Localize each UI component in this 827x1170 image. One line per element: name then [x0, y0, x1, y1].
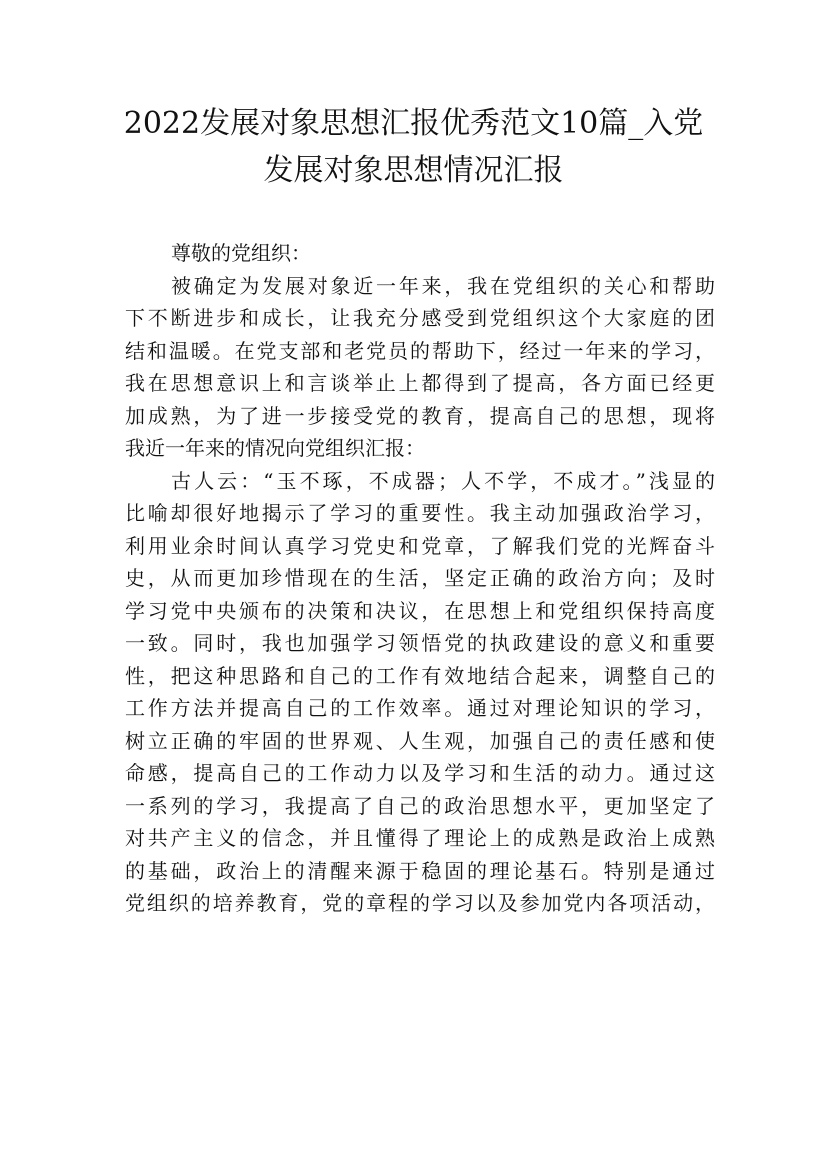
- paragraph-line: 下不断进步和成长，让我充分感受到党组织这个大家庭的团: [125, 306, 715, 330]
- document-body: [125, 237, 715, 920]
- paragraph-line: 党组织的培养教育，党的章程的学习以及参加党内各项活动，: [125, 891, 715, 915]
- paragraph-line: 我在思想意识上和言谈举止上都得到了提高，各方面已经更: [125, 371, 715, 395]
- document-title: [100, 100, 727, 194]
- paragraph-line: 我近一年来的情况向党组织汇报：: [125, 436, 425, 460]
- paragraph-line: 命感，提高自己的工作动力以及学习和生活的动力。通过这: [125, 761, 715, 785]
- paragraph-line: 加成熟，为了进一步接受党的教育，提高自己的思想，现将: [125, 403, 715, 428]
- paragraph-line: 结和温暖。在党支部和老党员的帮助下，经过一年来的学习，: [125, 338, 715, 363]
- paragraph-line: 的基础，政治上的清醒来源于稳固的理论基石。特别是通过: [125, 858, 715, 883]
- paragraph-line: 史，从而更加珍惜现在的生活，坚定正确的政治方向；及时: [125, 566, 715, 590]
- paragraph-line: 利用业余时间认真学习党史和党章，了解我们党的光辉奋斗: [125, 533, 715, 558]
- paragraph-line: 被确定为发展对象近一年来，我在党组织的关心和帮助: [171, 273, 715, 298]
- paragraph-line: 学习党中央颁布的决策和决议，在思想上和党组织保持高度: [125, 598, 715, 623]
- paragraph-line: 一系列的学习，我提高了自己的政治思想水平，更加坚定了: [125, 793, 715, 818]
- paragraph-1: [125, 270, 715, 465]
- paragraph-line: 性，把这种思路和自己的工作有效地结合起来，调整自己的: [125, 663, 715, 688]
- paragraph-2: [125, 465, 715, 920]
- paragraph-line: 树立正确的牢固的世界观、人生观，加强自己的责任感和使: [125, 728, 715, 753]
- paragraph-line: 对共产主义的信念，并且懂得了理论上的成熟是政治上成熟: [125, 826, 715, 850]
- paragraph-line: 比喻却很好地揭示了学习的重要性。我主动加强政治学习，: [125, 501, 715, 525]
- title-line-2: 发展对象思想情况汇报: [263, 153, 564, 188]
- salutation: 尊敬的党组织：: [171, 241, 311, 265]
- title-line-1: 2022发展对象思想汇报优秀范文10篇_入党: [123, 106, 704, 141]
- paragraph-line: 古人云：“玉不琢，不成器；人不学，不成才。”浅显的: [171, 468, 715, 493]
- paragraph-line: 工作方法并提高自己的工作效率。通过对理论知识的学习，: [125, 696, 715, 720]
- paragraph-line: 一致。同时，我也加强学习领悟党的执政建设的意义和重要: [125, 631, 715, 655]
